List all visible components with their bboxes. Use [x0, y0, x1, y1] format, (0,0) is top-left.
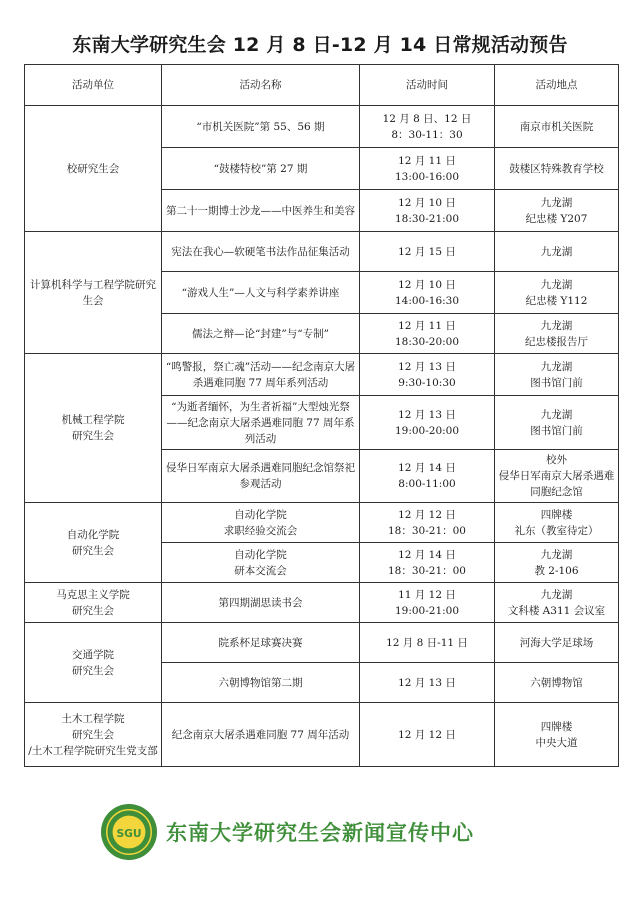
activity-name: 侵华日军南京大屠杀遇难同胞纪念馆祭祀参观活动: [162, 450, 360, 503]
activity-name: 第二十一期博士沙龙——中医养生和美容: [162, 190, 360, 232]
activity-name: 六朝博物馆第二期: [162, 663, 360, 703]
activity-place: 九龙湖: [495, 232, 619, 272]
table-row: [25, 106, 619, 148]
unit-cell: 土木工程学院 研究生会 /土木工程学院研究生党支部: [25, 703, 162, 767]
activity-time: 12 月 13 日: [360, 663, 495, 703]
activity-name: “游戏人生”—人文与科学素养讲座: [162, 272, 360, 314]
activity-place: 九龙湖 纪忠楼 Y207: [495, 190, 619, 232]
activity-name: 院系杯足球赛决赛: [162, 623, 360, 663]
activity-name: “市机关医院”第 55、56 期: [162, 106, 360, 148]
header-name: 活动名称: [162, 65, 360, 106]
activity-place: 校外 侵华日军南京大屠杀遇难同胞纪念馆: [495, 450, 619, 503]
unit-cell: 校研究生会: [25, 106, 162, 232]
table-row: [25, 623, 619, 663]
table-row: [25, 703, 619, 767]
footer-org-name: 东南大学研究生会新闻宣传中心: [166, 821, 474, 845]
table-row: [25, 354, 619, 396]
activity-time: 12 月 15 日: [360, 232, 495, 272]
table-row: [25, 583, 619, 623]
activity-name: “鸣警报，祭亡魂”活动——纪念南京大屠杀遇难同胞 77 周年系列活动: [162, 354, 360, 396]
activity-table: [24, 64, 619, 767]
activity-time: 12 月 11 日 13:00-16:00: [360, 148, 495, 190]
activity-time: 12 月 13 日 19:00-20:00: [360, 396, 495, 450]
activity-name: 纪念南京大屠杀遇难同胞 77 周年活动: [162, 703, 360, 767]
activity-place: 九龙湖 图书馆门前: [495, 396, 619, 450]
activity-place: 南京市机关医院: [495, 106, 619, 148]
header-place: 活动地点: [495, 65, 619, 106]
activity-place: 九龙湖 图书馆门前: [495, 354, 619, 396]
unit-cell: 交通学院 研究生会: [25, 623, 162, 703]
unit-cell: 计算机科学与工程学院研究生会: [25, 232, 162, 354]
activity-time: 12 月 12 日: [360, 703, 495, 767]
unit-cell: 马克思主义学院 研究生会: [25, 583, 162, 623]
activity-name: 儒法之辩—论“封建”与“专制”: [162, 314, 360, 354]
activity-place: 河海大学足球场: [495, 623, 619, 663]
activity-name: 宪法在我心—软硬笔书法作品征集活动: [162, 232, 360, 272]
activity-name: “为逝者缅怀，为生者祈福”大型烛光祭——纪念南京大屠杀遇难同胞 77 周年系列活动: [162, 396, 360, 450]
page-title: 东南大学研究生会 12 月 8 日-12 月 14 日常规活动预告: [72, 34, 568, 56]
activity-place: 九龙湖 教 2-106: [495, 543, 619, 583]
unit-cell: 自动化学院 研究生会: [25, 503, 162, 583]
header-unit: 活动单位: [25, 65, 162, 106]
table-row: [25, 232, 619, 272]
activity-place: 九龙湖 纪忠楼 Y112: [495, 272, 619, 314]
activity-name: “鼓楼特校”第 27 期: [162, 148, 360, 190]
activity-time: 12 月 11 日 18:30-20:00: [360, 314, 495, 354]
activity-time: 11 月 12 日 19:00-21:00: [360, 583, 495, 623]
activity-name: 第四期湖思读书会: [162, 583, 360, 623]
activity-place: 鼓楼区特殊教育学校: [495, 148, 619, 190]
activity-place: 六朝博物馆: [495, 663, 619, 703]
table-row: [25, 503, 619, 543]
activity-place: 九龙湖 文科楼 A311 会议室: [495, 583, 619, 623]
activity-time: 12 月 8 日-11 日: [360, 623, 495, 663]
activity-time: 12 月 10 日 18:30-21:00: [360, 190, 495, 232]
activity-place: 四牌楼 中央大道: [495, 703, 619, 767]
activity-place: 九龙湖 纪忠楼报告厅: [495, 314, 619, 354]
activity-place: 四牌楼 礼东（教室待定）: [495, 503, 619, 543]
header-time: 活动时间: [360, 65, 495, 106]
unit-cell: 机械工程学院 研究生会: [25, 354, 162, 503]
activity-time: 12 月 12 日 18：30-21：00: [360, 503, 495, 543]
activity-time: 12 月 14 日 18：30-21：00: [360, 543, 495, 583]
activity-time: 12 月 10 日 14:00-16:30: [360, 272, 495, 314]
sgu-logo-icon: [100, 803, 158, 861]
table-header-row: [25, 65, 619, 106]
footer: [100, 802, 474, 862]
logo-text: SGU: [116, 826, 142, 840]
activity-name: 自动化学院 研本交流会: [162, 543, 360, 583]
activity-time: 12 月 14 日 8:00-11:00: [360, 450, 495, 503]
activity-time: 12 月 8 日、12 日 8：30-11：30: [360, 106, 495, 148]
activity-name: 自动化学院 求职经验交流会: [162, 503, 360, 543]
activity-time: 12 月 13 日 9:30-10:30: [360, 354, 495, 396]
